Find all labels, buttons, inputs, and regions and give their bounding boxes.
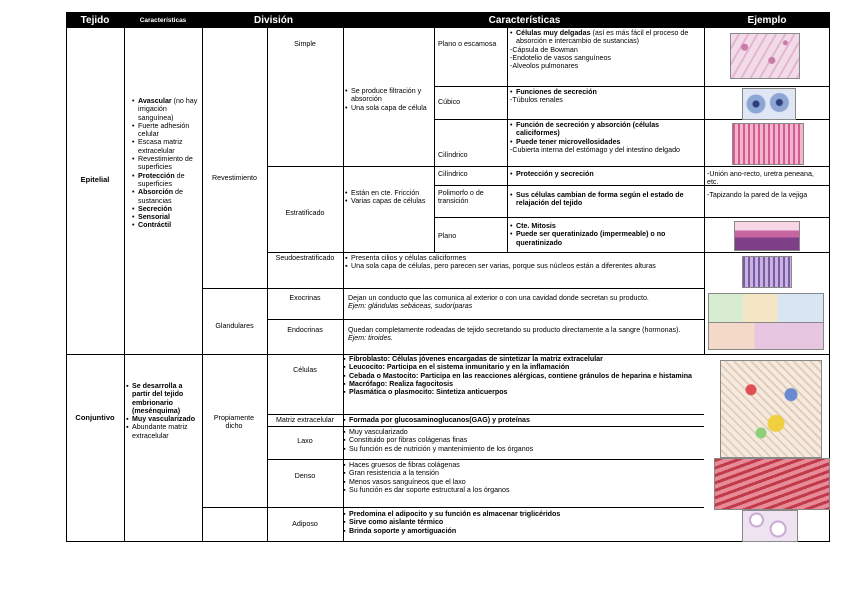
header-caracteristicas-small: Características (124, 12, 202, 28)
desc-text: Quedan completamente rodeadas de tejido secretando su producto directamente a la sangre (hormonas). (348, 326, 681, 334)
trait-item: ▪ Se desarrolla a partir del tejido embrionario (mesénquima) (126, 382, 202, 415)
micrograph-adiposo (742, 510, 798, 542)
desc-text: Dejan un conducto que las comunica al exterior o con una cavidad donde secretan su producto. (348, 294, 649, 302)
micrograph-denso (714, 458, 830, 510)
desc-item: • Puede tener microvellosidades (510, 138, 702, 146)
desc-item: ▪ Haces gruesos de fibras colágenas (343, 461, 703, 469)
trait-item: • Revestimiento de superficies (132, 155, 202, 172)
header-caracteristicas: Características (345, 12, 704, 28)
micrograph-plano-simple (730, 33, 800, 79)
trait-item: ▪ Muy vascularizado (126, 415, 202, 423)
desc-item: ▪ Leucocito: Participa en el sistema inmunitario y en la inflamación (343, 363, 703, 371)
desc-example: Ejem: tiroides. (348, 334, 393, 343)
trait-item: • Contráctil (132, 221, 202, 229)
laxo-desc (343, 428, 703, 453)
desc-item: • Protección y secreción (510, 170, 702, 178)
type-cubico: Cúbico (438, 98, 461, 106)
desc-item: ▪ Gran resistencia a la tensión (343, 469, 703, 477)
endocrinas-desc (348, 326, 700, 343)
desc-example: Ejem: glándulas sebáceas, sudoríparas (348, 302, 473, 311)
type-plano-estrat: Plano (438, 232, 457, 240)
desc-item: ▪ Plasmática o plasmocito: Sintetiza anticuerpos (343, 388, 703, 396)
example-cilindrico-estrat: -Unión ano-recto, uretra peneana, etc. (707, 170, 814, 187)
subdivision-matriz: Matriz extracelular (276, 416, 334, 424)
desc-item: ▪ Predomina el adipocito y su función es almacenar triglicéridos (343, 510, 703, 518)
header-tejido: Tejido (66, 12, 124, 28)
plano-desc (510, 29, 702, 70)
trait-item: • Fuerte adhesión celular (132, 122, 202, 139)
example-polimorfo: -Tapizando la pared de la vejiga (707, 191, 808, 199)
desc-item: ▪ Formada por glucosaminoglucanos(GAG) y proteínas (343, 416, 703, 424)
desc-item: • Funciones de secreción (510, 88, 702, 96)
example-line: -Endotelio de vasos sanguíneos (510, 53, 611, 62)
denso-desc (343, 461, 703, 494)
desc-item: ▪ Fibroblasto: Células jóvenes encargadas de sintetizar la matriz extracelular (343, 355, 703, 363)
trait-item: • Absorción de sustancias (132, 188, 202, 205)
diagram-conjuntivo-celulas (720, 360, 822, 458)
desc-item: • Están en cte. Fricción (345, 189, 431, 197)
tissue-epitelial: Epitelial (80, 175, 110, 184)
subdivision-endocrinas: Endocrinas (287, 326, 323, 334)
division-propiamente-dicho: Propiamente dicho (213, 414, 255, 431)
type-cilindrico-simple: Cilíndrico (438, 151, 468, 159)
matriz-desc (343, 416, 703, 424)
subdivision-exocrinas: Exocrinas (289, 294, 321, 302)
adiposo-desc (343, 510, 703, 535)
diagram-endocrinas (708, 322, 824, 350)
subdivision-laxo: Laxo (297, 437, 313, 445)
subdivision-celulas: Células (293, 366, 317, 374)
header-ejemplo: Ejemplo (704, 12, 830, 28)
estratificado-desc (345, 189, 431, 206)
subdivision-seudoestratificado: Seudoestratificado (275, 254, 335, 262)
desc-item: ▪ Una sola capa de células, pero parecen ser varias, porque sus núcleos están a diferentes alturas (345, 262, 703, 270)
subdivision-denso: Denso (294, 472, 316, 480)
trait-item: ▪ Abundante matriz extracelular (126, 423, 202, 440)
estrat-cilindrico-desc (510, 170, 702, 178)
trait-item: • Protección de superficies (132, 172, 202, 189)
desc-item: ▪ Menos vasos sanguíneos que el laxo (343, 478, 703, 486)
subdivision-simple: Simple (294, 40, 316, 48)
desc-item: • Puede ser queratinizado (impermeable) o no queratinizado (510, 230, 702, 247)
subdivision-adiposo: Adiposo (292, 520, 318, 528)
desc-item: ▪ Su función es dar soporte estructural a los órganos (343, 486, 703, 494)
type-cilindrico-estrat: Cilíndrico (438, 170, 468, 178)
diagram-exocrinas (708, 293, 824, 323)
desc-item: ▪ Brinda soporte y amortiguación (343, 527, 703, 535)
cilindrico-desc (510, 121, 702, 154)
division-revestimiento: Revestimiento (212, 174, 257, 182)
plano-estrat-desc (510, 222, 702, 247)
example-line: -Alveolos pulmonares (510, 62, 579, 71)
epitelial-traits (132, 97, 202, 230)
desc-item: • Sus células cambian de forma según el estado de relajación del tejido (510, 191, 702, 208)
desc-item: ▪ Sirve como aislante térmico (343, 518, 703, 526)
seudo-desc (345, 254, 703, 271)
trait-item: • Escasa matriz extracelular (132, 138, 202, 155)
cubico-desc (510, 88, 702, 105)
exocrinas-desc (348, 294, 700, 311)
desc-item: ▪ Su función es de nutrición y mantenimiento de los órganos (343, 445, 703, 453)
micrograph-cilindrico-simple (732, 123, 804, 165)
celulas-desc (343, 355, 703, 396)
desc-item: • Células muy delgadas (así es más fácil el proceso de absorción e intercambio de sustancias) (510, 29, 702, 46)
example-line: -Cubierta interna del estómago y del intestino delgado (510, 145, 680, 154)
conjuntivo-traits (126, 382, 202, 440)
type-plano-escamosa: Plano o escamosa (438, 40, 497, 48)
example-line: -Túbulos renales (510, 96, 563, 105)
subdivision-estratificado: Estratificado (285, 209, 325, 217)
desc-item: • Una sola capa de célula (345, 104, 433, 112)
micrograph-plano-estrat (734, 221, 800, 251)
division-glandulares: Glandulares (215, 322, 254, 330)
type-polimorfo: Polimorfo o de transición (438, 189, 484, 206)
desc-item: • Cte. Mitosis (510, 222, 702, 230)
tissue-conjuntivo: Conjuntivo (75, 413, 115, 422)
desc-item: ▪ Cebada o Mastocito: Participa en las reacciones alérgicas, contiene gránulos de heparina e histamina (343, 372, 703, 380)
header-division: División (202, 12, 345, 28)
desc-item: ▪ Presenta cilios y células caliciformes (345, 254, 703, 262)
desc-item: • Función de secreción y absorción (células caliciformes) (510, 121, 702, 138)
desc-item: • Varias capas de células (345, 197, 431, 205)
micrograph-cubico (742, 88, 796, 120)
polimorfo-desc (510, 191, 702, 208)
simple-desc (345, 87, 433, 112)
example-line: -Cápsula de Bowman (510, 45, 578, 54)
desc-item: ▪ Macrófago: Realiza fagocitosis (343, 380, 703, 388)
trait-item: • Sensorial (132, 213, 202, 221)
trait-item: • Avascular (no hay irrigación sanguínea) (132, 97, 202, 122)
desc-item: • Se produce filtración y absorción (345, 87, 433, 104)
trait-item: • Secreción (132, 205, 202, 213)
desc-item: ▪ Constituido por fibras colágenas finas (343, 436, 703, 444)
micrograph-seudoestratificado (742, 256, 792, 288)
desc-item: ▪ Muy vascularizado (343, 428, 703, 436)
